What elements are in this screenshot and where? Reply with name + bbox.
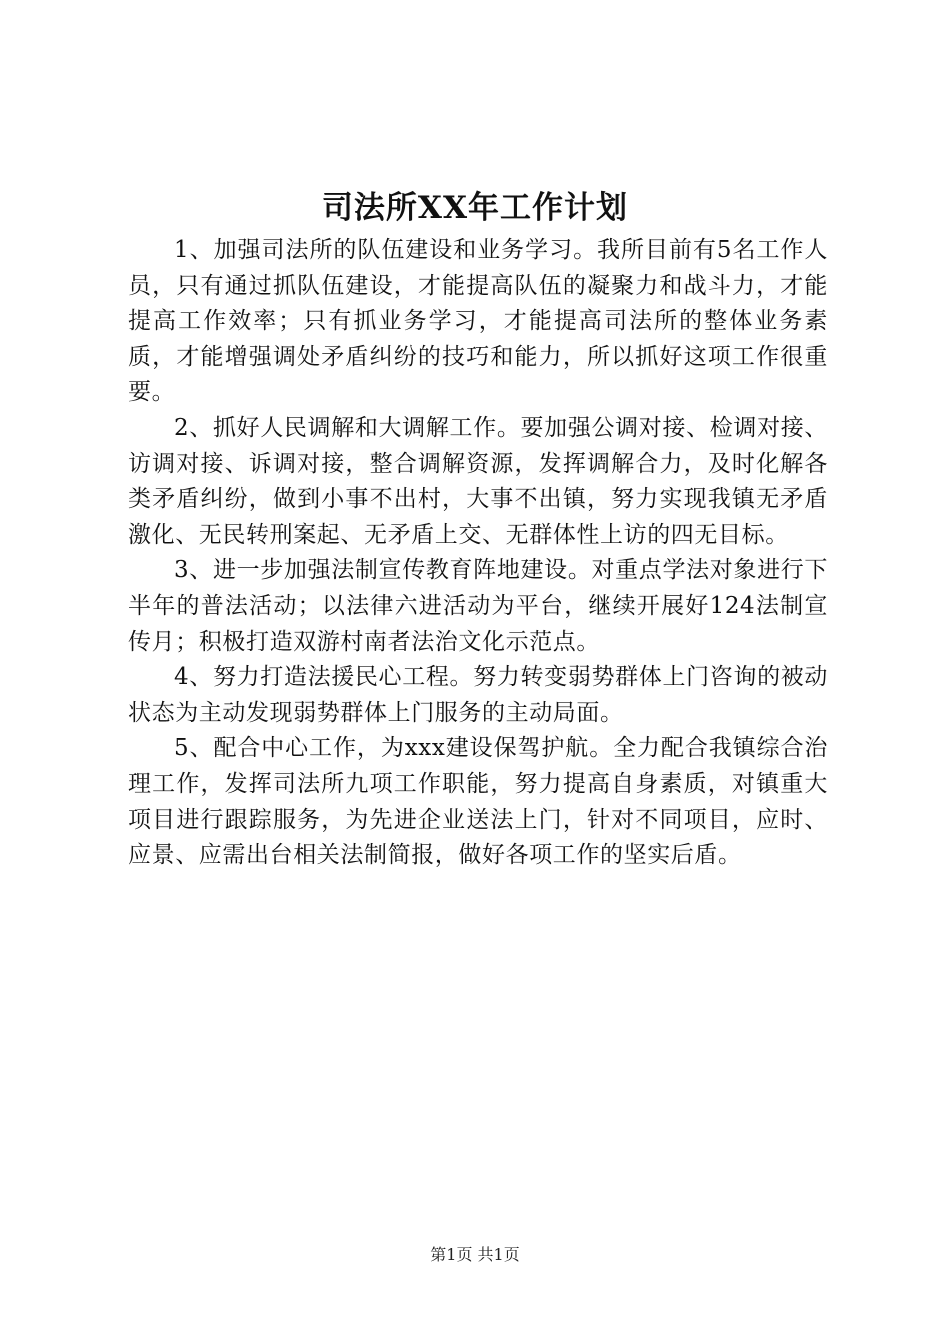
paragraph-3: 3、进一步加强法制宣传教育阵地建设。对重点学法对象进行下半年的普法活动；以法律六进活动为平台，继续开展好124法制宣传月；积极打造双游村南者法治文化示范点。 <box>128 557 828 655</box>
document-body <box>128 233 828 874</box>
paragraph-2: 2、抓好人民调解和大调解工作。要加强公调对接、检调对接、访调对接、诉调对接，整合调解资源，发挥调解合力，及时化解各类矛盾纠纷，做到小事不出村，大事不出镇，努力实现我镇无矛盾激化、无民转刑案起、无矛盾上交、无群体性上访的四无目标。 <box>128 414 828 548</box>
paragraph-5: 5、配合中心工作，为xxx建设保驾护航。全力配合我镇综合治理工作，发挥司法所九项工作职能，努力提高自身素质，对镇重大项目进行跟踪服务，为先进企业送法上门，针对不同项目，应时、应景、应需出台相关法制简报，做好各项工作的坚实后盾。 <box>128 735 828 869</box>
page-footer: 第1页 共1页 <box>430 1245 520 1264</box>
paragraph-1: 1、加强司法所的队伍建设和业务学习。我所目前有5名工作人员，只有通过抓队伍建设，才能提高队伍的凝聚力和战斗力，才能提高工作效率；只有抓业务学习，才能提高司法所的整体业务素质，才能增强调处矛盾纠纷的技巧和能力，所以抓好这项工作很重要。 <box>128 237 828 406</box>
document-title: 司法所XX年工作计划 <box>321 190 629 226</box>
paragraph-4: 4、努力打造法援民心工程。努力转变弱势群体上门咨询的被动状态为主动发现弱势群体上门服务的主动局面。 <box>128 664 828 726</box>
